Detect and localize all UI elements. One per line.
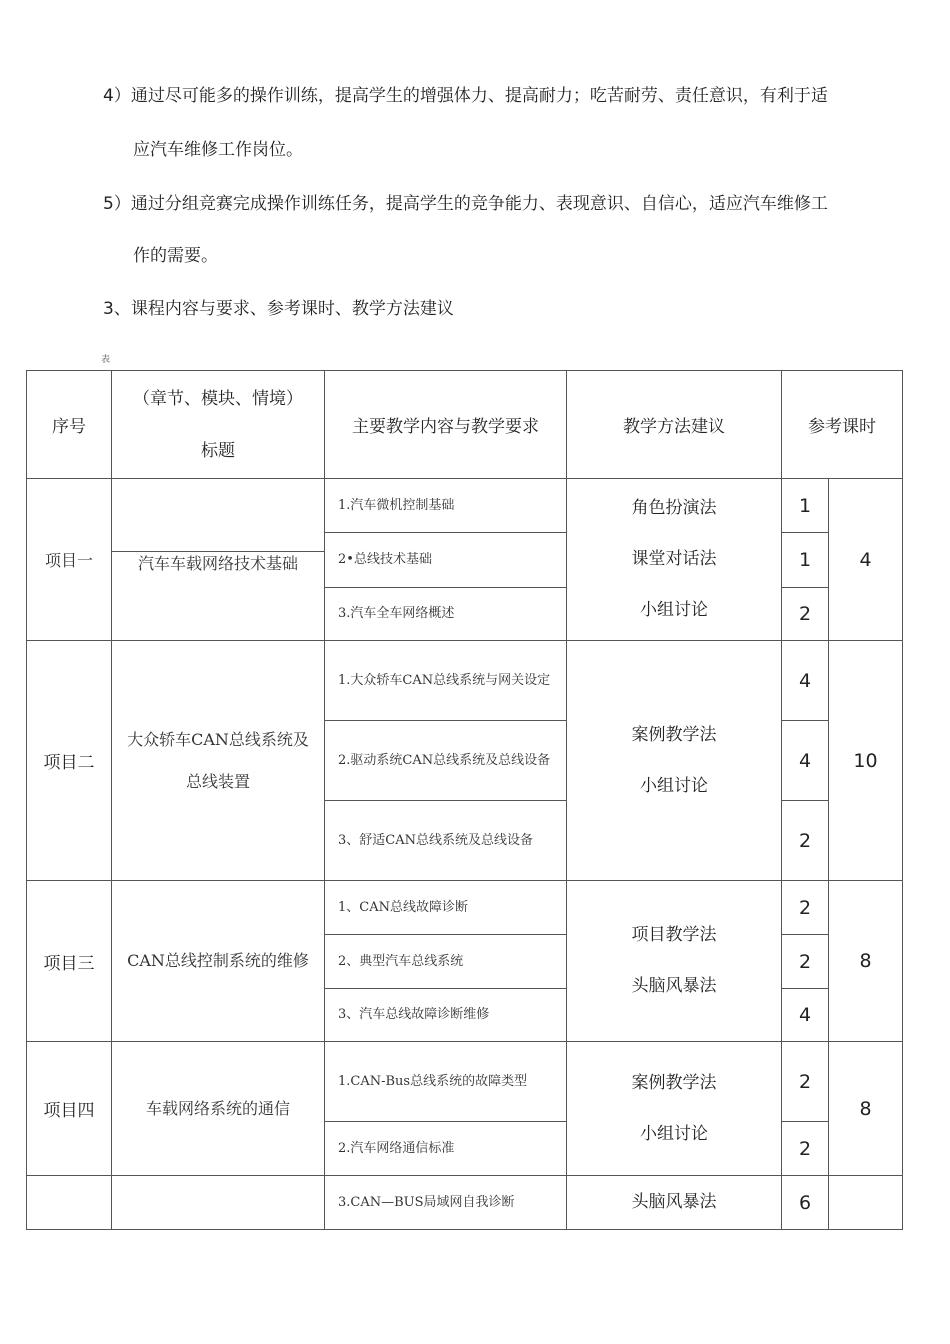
row-hours: 2 <box>782 1042 829 1122</box>
row-hours: 6 <box>782 1176 829 1230</box>
list-item-4-line1 <box>103 84 828 108</box>
row-content: 2.驱动系统CAN总线系统及总线设备 <box>325 721 567 801</box>
method-label: 小组讨论 <box>640 1123 708 1144</box>
section-heading: 3、课程内容与要求、参考课时、教学方法建议 <box>103 299 454 319</box>
row-method <box>567 479 782 641</box>
paragraph-text: 通过尽可能多的操作训练，提高学生的增强体力、提高耐力；吃苦耐劳、责任意识，有利于适 <box>130 86 828 106</box>
row-method <box>567 1176 782 1230</box>
method-label: 头脑风暴法 <box>631 976 717 996</box>
row-content: 3.汽车全车网络概述 <box>325 587 567 640</box>
method-label: 小组讨论 <box>640 775 708 796</box>
row-seq: 项目二 <box>27 641 112 881</box>
row-total-hours: 10 <box>829 641 903 881</box>
row-content: 2.汽车网络通信标准 <box>325 1122 567 1176</box>
row-content: 1.CAN-Bus总线系统的故障类型 <box>325 1042 567 1122</box>
table-row <box>27 479 903 533</box>
table-caption-mark: 表 <box>101 355 111 365</box>
row-content: 3、汽车总线故障诊断维修 <box>325 989 567 1042</box>
header-method: 教学方法建议 <box>567 371 782 479</box>
method-label: 项目教学法 <box>631 925 717 945</box>
row-hours: 1 <box>782 533 829 587</box>
table-row <box>27 881 903 935</box>
row-title-text: 汽车车载网络技术基础 <box>137 554 298 573</box>
row-method <box>567 641 782 881</box>
row-total-hours: 4 <box>829 479 903 641</box>
row-content: 1.大众轿车CAN总线系统与网关设定 <box>325 641 567 721</box>
method-label: 课堂对话法 <box>631 549 717 569</box>
row-seq: 项目三 <box>27 881 112 1042</box>
header-seq: 序号 <box>27 371 112 479</box>
header-hours: 参考课时 <box>782 371 903 479</box>
table-row <box>27 1042 903 1122</box>
row-title <box>112 1176 325 1230</box>
paragraph-text: 应汽车维修工作岗位。 <box>133 140 303 160</box>
header-title <box>112 371 325 479</box>
table-header-row <box>27 371 903 479</box>
row-title: CAN总线控制系统的维修 <box>112 881 325 1042</box>
row-hours: 4 <box>782 721 829 801</box>
row-hours: 2 <box>782 881 829 935</box>
table-row <box>27 1176 903 1230</box>
row-hours: 4 <box>782 641 829 721</box>
list-number: 5） <box>103 194 131 214</box>
table-row <box>27 641 903 721</box>
row-total-hours: 8 <box>829 1042 903 1176</box>
course-table <box>26 370 903 1230</box>
row-hours: 4 <box>782 989 829 1042</box>
row-content: 3、舒适CAN总线系统及总线设备 <box>325 801 567 881</box>
paragraph-text: 作的需要。 <box>133 246 218 266</box>
row-content: 2•总线技术基础 <box>325 533 567 587</box>
row-content: 1、CAN总线故障诊断 <box>325 881 567 935</box>
row-total-hours <box>829 1176 903 1230</box>
method-label: 小组讨论 <box>640 600 708 620</box>
list-item-5-line1 <box>103 192 828 216</box>
header-title-line1: （章节、模块、情境） <box>133 388 303 409</box>
method-label: 案例教学法 <box>631 1072 717 1093</box>
row-total-hours: 8 <box>829 881 903 1042</box>
row-title <box>112 479 325 641</box>
row-method <box>567 881 782 1042</box>
paragraph-text: 通过分组竞赛完成操作训练任务，提高学生的竞争能力、表现意识、自信心，适应汽车维修工 <box>130 194 828 214</box>
row-title: 大众轿车CAN总线系统及总线装置 <box>112 641 325 881</box>
list-number: 4） <box>103 86 131 106</box>
row-content: 2、典型汽车总线系统 <box>325 935 567 989</box>
row-hours: 2 <box>782 801 829 881</box>
row-content: 1.汽车微机控制基础 <box>325 479 567 533</box>
row-seq: 项目四 <box>27 1042 112 1176</box>
row-hours: 1 <box>782 479 829 533</box>
row-content: 3.CAN—BUS局域网自我诊断 <box>325 1176 567 1230</box>
row-seq: 项目一 <box>27 479 112 641</box>
header-content: 主要教学内容与教学要求 <box>325 371 567 479</box>
row-title: 车载网络系统的通信 <box>112 1042 325 1176</box>
row-hours: 2 <box>782 587 829 640</box>
header-title-line2: 标题 <box>201 440 235 461</box>
method-label: 头脑风暴法 <box>631 1192 717 1212</box>
row-method <box>567 1042 782 1176</box>
row-seq <box>27 1176 112 1230</box>
method-label: 案例教学法 <box>631 724 717 745</box>
row-hours: 2 <box>782 935 829 989</box>
row-hours: 2 <box>782 1122 829 1176</box>
method-label: 角色扮演法 <box>631 498 717 518</box>
